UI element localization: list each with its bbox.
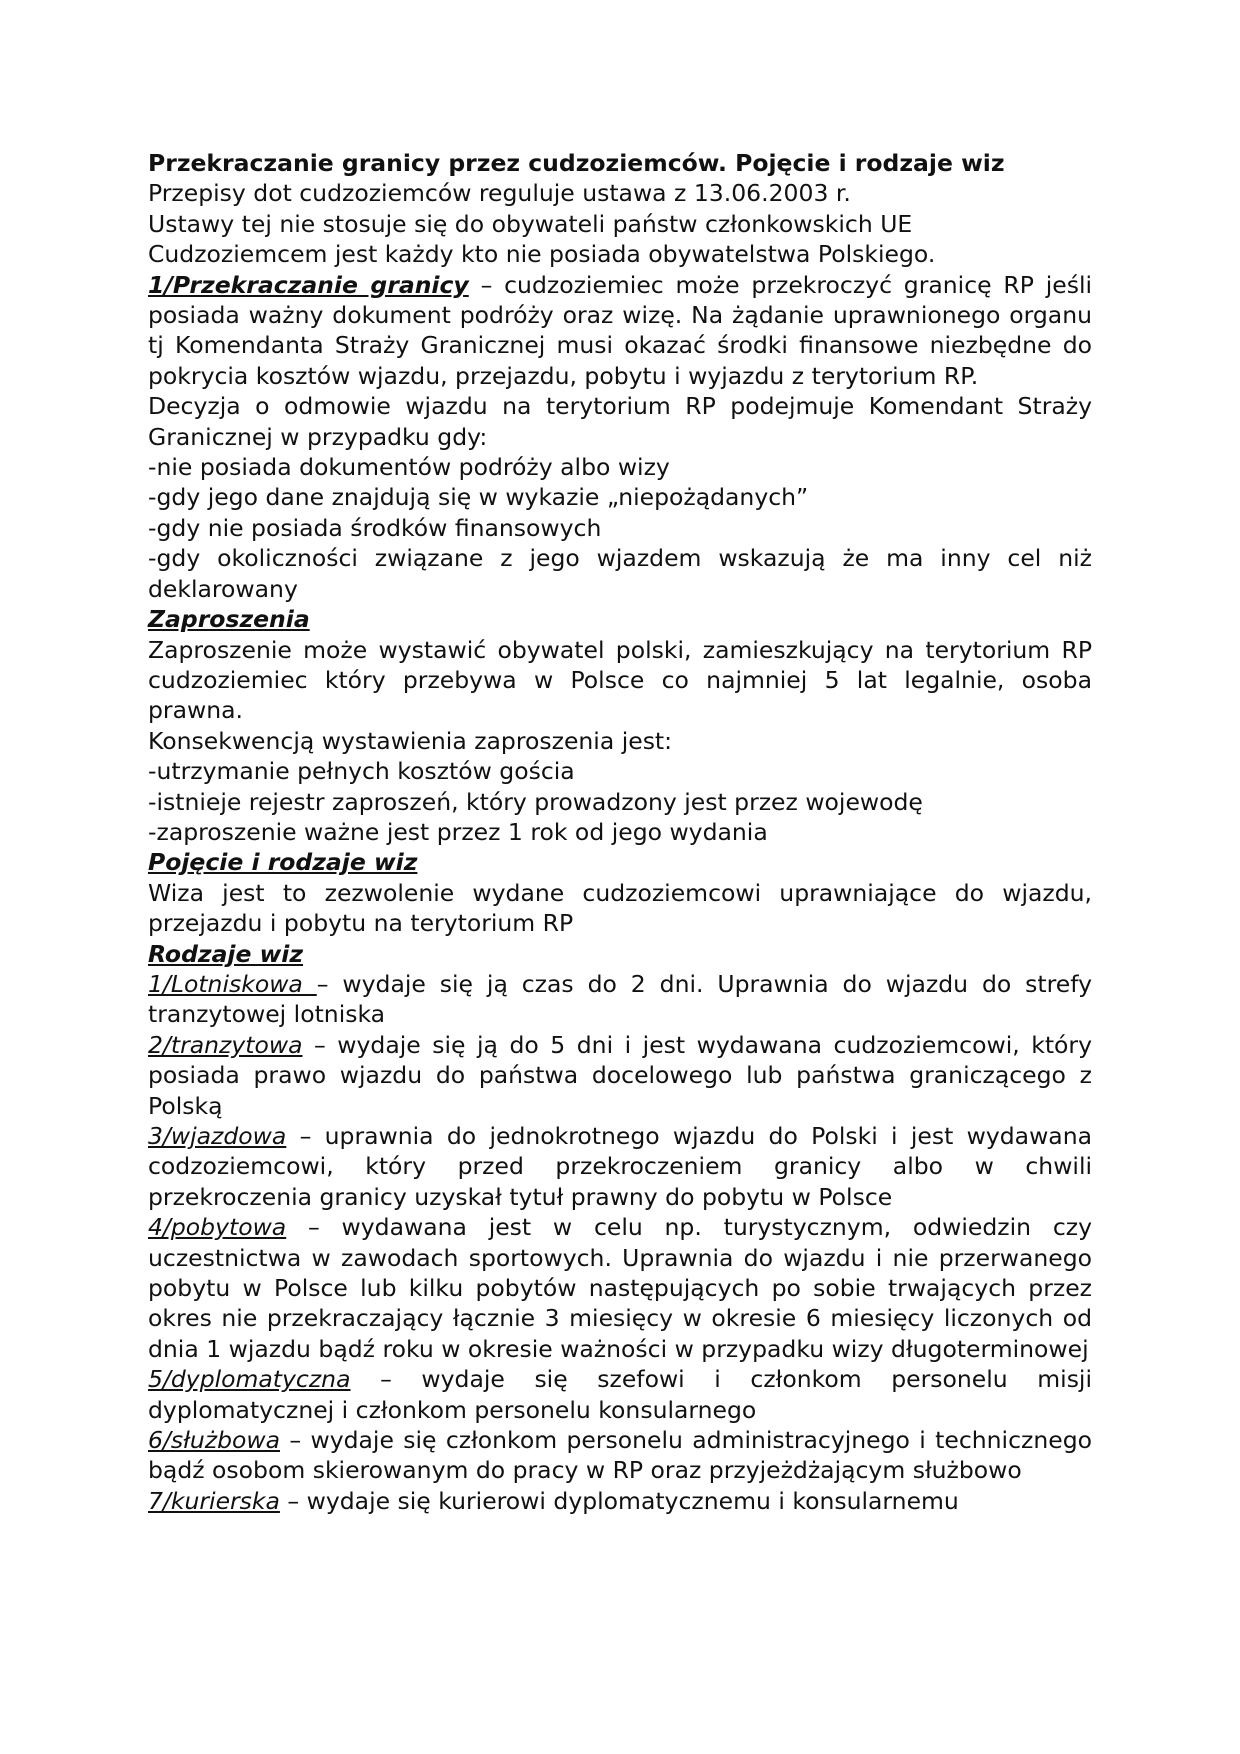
invitations-consequence: Konsekwencją wystawienia zaproszenia jest: bbox=[148, 726, 673, 755]
refusal-reason: -gdy jego dane znajdują się w wykazie „niepożądanych” bbox=[148, 483, 809, 512]
invitation-item: -zaproszenie ważne jest przez 1 rok od jego wydania bbox=[148, 817, 768, 846]
refusal-paragraph: Decyzja o odmowie wjazdu na terytorium RP podejmuje Komendant Straży Granicznej w przypadku gdy: bbox=[148, 392, 1092, 451]
visa-type-item bbox=[148, 1212, 1092, 1364]
visa-type-label: 3/wjazdowa bbox=[148, 1122, 287, 1150]
visa-type-item bbox=[148, 969, 1092, 1030]
visa-type-text: – uprawnia do jednokrotnego wjazdu do Polski i jest wydawana codzoziemcowi, który przed przekroczeniem granicy albo w chwili przekroczenia granicy uzyskał tytuł prawny do pobytu w Polsce bbox=[148, 1122, 1092, 1211]
visa-type-item bbox=[148, 1486, 1092, 1516]
visa-type-label: 4/pobytowa bbox=[148, 1213, 287, 1242]
visa-type-label: 6/służbowa bbox=[148, 1426, 281, 1455]
visa-type-item bbox=[148, 1121, 1092, 1212]
visa-types-heading: Rodzaje wiz bbox=[148, 939, 304, 968]
visa-type-text: – wydaje się ją do 5 dni i jest wydawana cudzoziemcowi, który posiada prawo wjazdu do państwa docelowego lub państwa graniczącego z Polską bbox=[148, 1030, 1092, 1120]
visa-type-label: 7/kurierska bbox=[148, 1486, 280, 1515]
intro-line: Cudzoziemcem jest każdy kto nie posiada obywatelstwa Polskiego. bbox=[148, 240, 936, 269]
visa-type-item bbox=[148, 1364, 1092, 1425]
visa-type-label: 1/Lotniskowa bbox=[148, 969, 317, 998]
crossing-text: – cudzoziemiec może przekroczyć granicę RP jeśli posiada ważny dokument podróży oraz wizę. Na żądanie uprawnionego organu tj Komendanta Straży Granicznej musi okazać środki finansowe niezbędne do pokrycia kosztów wjazdu, przejazdu, pobytu i wyjazdu z terytorium RP. bbox=[148, 270, 1093, 390]
visa-type-item bbox=[148, 1030, 1092, 1121]
intro-line: Ustawy tej nie stosuje się do obywateli państw członkowskich UE bbox=[148, 209, 913, 238]
page-title: Przekraczanie granicy przez cudzoziemców. Pojęcie i rodzaje wiz bbox=[148, 149, 1005, 177]
visa-type-label: 5/dyplomatyczna bbox=[148, 1365, 351, 1394]
visa-type-label: 2/tranzytowa bbox=[148, 1030, 303, 1059]
visa-type-text: – wydaje się członkom personelu administracyjnego i technicznego bądź osobom skierowanym do pracy w RP oraz przyjeżdżającym służbowo bbox=[148, 1426, 1092, 1485]
refusal-reason: -gdy okoliczności związane z jego wjazdem wskazują że ma inny cel niż deklarowany bbox=[148, 544, 1092, 603]
invitation-item: -utrzymanie pełnych kosztów gościa bbox=[148, 757, 575, 786]
refusal-reason: -gdy nie posiada środków finansowych bbox=[148, 513, 602, 542]
visa-concept-heading: Pojęcie i rodzaje wiz bbox=[148, 848, 418, 877]
visa-type-text: – wydawana jest w celu np. turystycznym, odwiedzin czy uczestnictwa w zawodach sportowych. Uprawnia do wjazdu i nie przerwanego pobytu w Polsce lub kilku pobytów następujących po sobie trwających przez okres nie przekraczający łącznie 3 miesięcy w okresie 6 miesięcy liczonych od dnia 1 wjazdu bądź roku w okresie ważności w przypadku wizy długoterminowej bbox=[148, 1213, 1092, 1363]
intro-line: Przepisy dot cudzoziemców reguluje ustawa z 13.06.2003 r. bbox=[148, 179, 851, 208]
visa-type-text: – wydaje się kurierowi dyplomatycznemu i konsularnemu bbox=[279, 1486, 959, 1515]
visa-type-item bbox=[148, 1425, 1092, 1486]
document-page bbox=[148, 148, 1092, 1516]
visa-type-text: – wydaje się szefowi i członkom personelu misji dyplomatycznej i członkom personelu konsularnego bbox=[148, 1365, 1092, 1424]
visa-concept-paragraph: Wiza jest to zezwolenie wydane cudzoziemcowi uprawniające do wjazdu, przejazdu i pobytu na terytorium RP bbox=[148, 878, 1092, 938]
crossing-heading: 1/Przekraczanie granicy bbox=[148, 270, 469, 299]
crossing-paragraph bbox=[148, 270, 1092, 392]
visa-type-text: – wydaje się ją czas do 2 dni. Uprawnia do wjazdu do strefy tranzytowej lotniska bbox=[148, 969, 1093, 1029]
refusal-reason: -nie posiada dokumentów podróży albo wizy bbox=[148, 453, 670, 482]
invitation-item: -istnieje rejestr zaproszeń, który prowadzony jest przez wojewodę bbox=[148, 787, 923, 816]
invitations-heading: Zaproszenia bbox=[148, 605, 310, 634]
invitations-paragraph: Zaproszenie może wystawić obywatel polski, zamieszkujący na terytorium RP cudzoziemiec który przebywa w Polsce co najmniej 5 lat legalnie, osoba prawna. bbox=[148, 635, 1092, 725]
